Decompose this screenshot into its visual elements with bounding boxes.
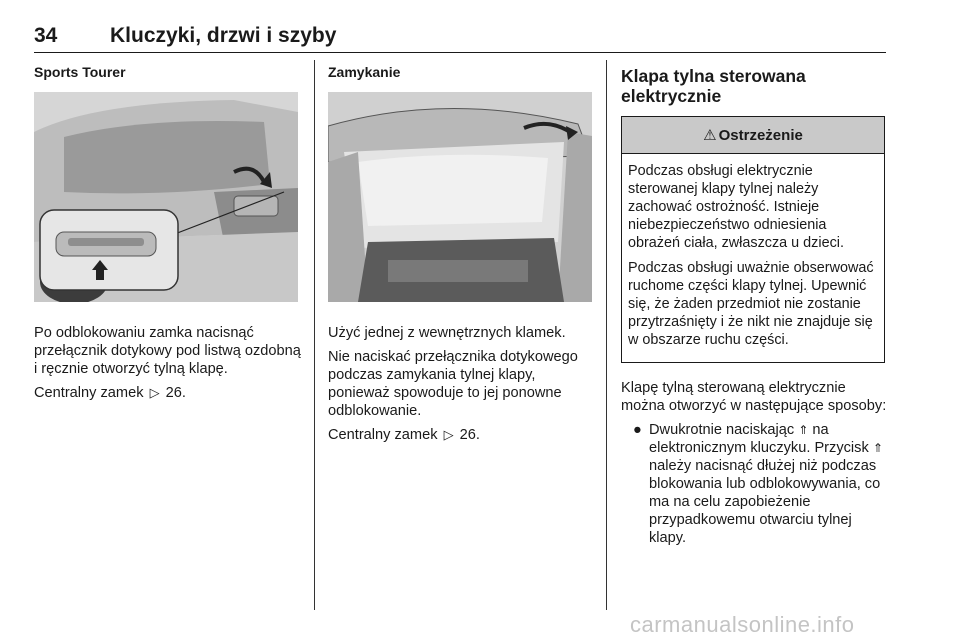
paragraph-reference [328,426,596,444]
warning-heading [622,117,884,154]
warning-triangle-icon: ⚠ [703,127,717,144]
warning-paragraph: Podczas obsługi uważnie obserwować ruchome części klapy tylnej. Upewnić się, że żaden przedmiot nie zostanie przytrzaśnięty i że nikt nie znajduje się w obszarze ruchu części. [628,260,874,348]
bullet-text: należy nacisnąć dłużej niż podczas blokowania lub odblokowywania, co ma na celu zapobieżenie przypadkowemu otwarciu tylnej klapy. [649,458,881,546]
column-sports-tourer [34,64,302,408]
paragraph-use-handle: Użyć jednej z wewnętrznych klamek. [328,325,566,341]
page-number: 34 [34,24,58,47]
illustration-tailgate-switch [34,92,298,302]
paragraph-unlock-instructions: Po odblokowaniu zamka nacisnąć przełącznik dotykowy pod listwą ozdobną i ręcznie otworzyć tylną klapę. [34,325,301,377]
subheading-sports-tourer: Sports Tourer [34,64,126,80]
tailgate-key-icon: ⇑ [872,441,883,455]
tailgate-key-icon: ⇑ [798,423,809,437]
column-power-tailgate [621,66,887,547]
section-title-line: elektrycznie [621,86,722,106]
list-item [621,421,887,547]
warning-heading-text: Ostrzeżenie [718,126,803,144]
reference-page[interactable]: 26. [459,427,480,443]
bullet-icon: ● [633,422,642,438]
column-divider [314,60,315,610]
warning-body [622,154,884,362]
chapter-title: Kluczyki, drzwi i szyby [110,24,337,47]
paragraph-no-switch: Nie naciskać przełącznika dotykowego podczas zamykania tylnej klapy, ponieważ spowoduje to jej ponowne odblokowanie. [328,349,578,419]
subheading-closing: Zamykanie [328,64,401,80]
reference-triangle-icon: ▷ [443,427,454,442]
section-title [621,66,887,106]
bullet-text: na elektronicznym kluczyku. Przycisk [649,422,869,456]
column-closing [328,64,596,450]
illustration-closing-handle [328,92,592,302]
warning-paragraph: Podczas obsługi elektrycznie sterowanej klapy tylnej należy zachować ostrożność. Istnieje niebezpieczeństwo odniesienia obrażeń ciała, zwłaszcza u dzieci. [628,163,844,251]
reference-page[interactable]: 26. [165,385,186,401]
reference-triangle-icon: ▷ [149,385,160,400]
paragraph-open-methods: Klapę tylną sterowaną elektrycznie można otworzyć w następujące sposoby: [621,380,887,414]
reference-label: Centralny zamek [328,427,438,443]
warning-box [621,116,885,363]
paragraph-reference [34,384,302,402]
column-divider [606,60,607,610]
open-tailgate-drawing [328,92,592,302]
watermark: carmanualsonline.info [630,612,855,637]
section-title-line: Klapa tylna sterowana [621,66,806,86]
page-header [34,22,886,53]
bullet-text: Dwukrotnie naciskając [649,422,795,438]
reference-label: Centralny zamek [34,385,144,401]
car-rear-drawing [34,92,298,302]
